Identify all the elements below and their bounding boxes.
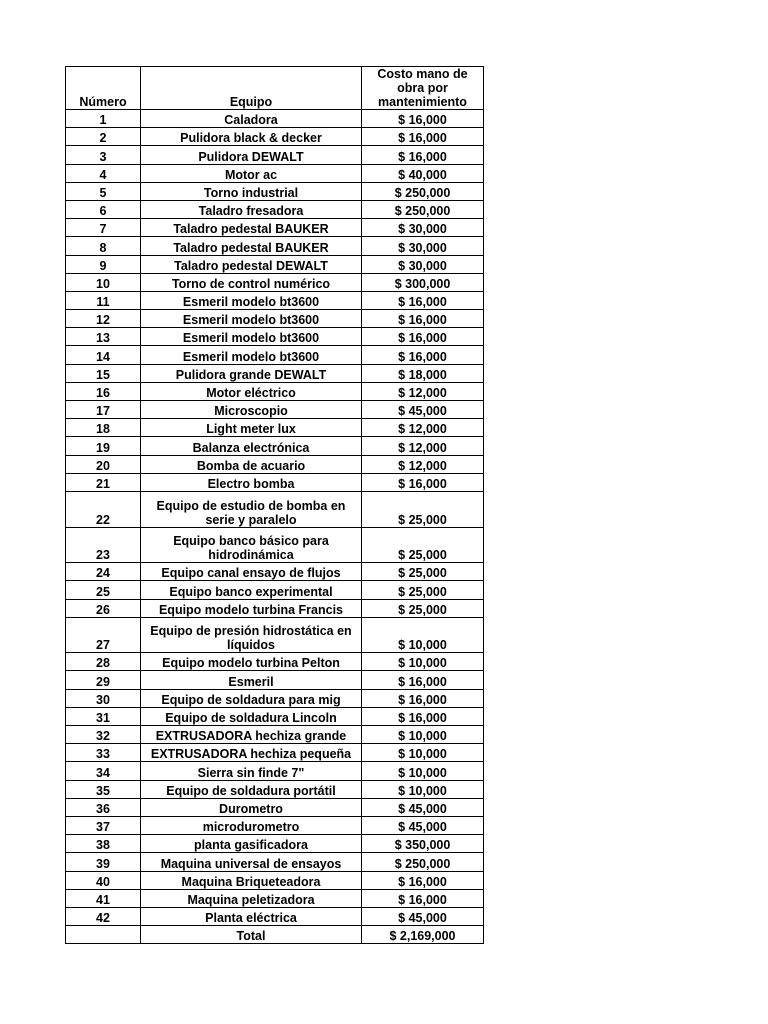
row-costo: $ 25,000: [362, 527, 484, 563]
row-equipo: Equipo modelo turbina Pelton: [141, 653, 362, 671]
total-label: Total: [141, 926, 362, 944]
row-number: 38: [66, 835, 141, 853]
row-equipo: Taladro pedestal BAUKER: [141, 219, 362, 237]
row-costo: $ 300,000: [362, 273, 484, 291]
row-costo: $ 18,000: [362, 364, 484, 382]
row-number: 10: [66, 273, 141, 291]
row-equipo: Pulidora grande DEWALT: [141, 364, 362, 382]
row-number: 17: [66, 401, 141, 419]
row-costo: $ 16,000: [362, 871, 484, 889]
table-row: [66, 835, 484, 853]
table-row: [66, 689, 484, 707]
table-row: [66, 364, 484, 382]
row-costo: $ 40,000: [362, 164, 484, 182]
table-body: [66, 110, 484, 926]
row-number: 2: [66, 128, 141, 146]
row-costo: $ 16,000: [362, 310, 484, 328]
row-costo: $ 30,000: [362, 255, 484, 273]
row-equipo: Taladro fresadora: [141, 200, 362, 218]
row-costo: $ 350,000: [362, 835, 484, 853]
row-equipo: Taladro pedestal DEWALT: [141, 255, 362, 273]
table-row: [66, 255, 484, 273]
row-equipo: Motor eléctrico: [141, 382, 362, 400]
row-costo: $ 10,000: [362, 780, 484, 798]
table-row: [66, 473, 484, 491]
row-costo: $ 16,000: [362, 346, 484, 364]
row-equipo: Torno industrial: [141, 182, 362, 200]
row-costo: $ 10,000: [362, 762, 484, 780]
table-row: [66, 907, 484, 925]
table-row: [66, 455, 484, 473]
table-row: [66, 780, 484, 798]
row-equipo: Sierra sin finde 7": [141, 762, 362, 780]
row-equipo: Light meter lux: [141, 419, 362, 437]
row-costo: $ 16,000: [362, 128, 484, 146]
total-value: $ 2,169,000: [362, 926, 484, 944]
row-costo: $ 25,000: [362, 581, 484, 599]
row-number: 22: [66, 491, 141, 527]
row-number: 40: [66, 871, 141, 889]
row-equipo: Esmeril modelo bt3600: [141, 310, 362, 328]
row-equipo: Maquina peletizadora: [141, 889, 362, 907]
row-number: 13: [66, 328, 141, 346]
row-costo: $ 30,000: [362, 237, 484, 255]
row-equipo: Equipo de soldadura para mig: [141, 689, 362, 707]
row-number: 18: [66, 419, 141, 437]
row-equipo: Microscopio: [141, 401, 362, 419]
row-number: 27: [66, 617, 141, 653]
row-equipo: microdurometro: [141, 816, 362, 834]
row-equipo: Pulidora DEWALT: [141, 146, 362, 164]
row-number: 25: [66, 581, 141, 599]
table-row: [66, 401, 484, 419]
row-number: 26: [66, 599, 141, 617]
table-row: [66, 164, 484, 182]
row-equipo: Electro bomba: [141, 473, 362, 491]
header-numero: Número: [66, 67, 141, 110]
header-equipo: Equipo: [141, 67, 362, 110]
table-row: [66, 871, 484, 889]
row-costo: $ 16,000: [362, 473, 484, 491]
row-costo: $ 12,000: [362, 455, 484, 473]
row-equipo: Taladro pedestal BAUKER: [141, 237, 362, 255]
row-equipo: Equipo canal ensayo de flujos: [141, 563, 362, 581]
row-costo: $ 10,000: [362, 653, 484, 671]
table-row: [66, 310, 484, 328]
row-equipo: Esmeril modelo bt3600: [141, 346, 362, 364]
table-row: [66, 200, 484, 218]
table-row: [66, 291, 484, 309]
row-equipo: Maquina universal de ensayos: [141, 853, 362, 871]
row-equipo: EXTRUSADORA hechiza pequeña: [141, 744, 362, 762]
row-equipo: Esmeril: [141, 671, 362, 689]
row-equipo: Equipo de soldadura portátil: [141, 780, 362, 798]
row-number: 32: [66, 726, 141, 744]
row-number: 23: [66, 527, 141, 563]
table-row: [66, 128, 484, 146]
row-number: 6: [66, 200, 141, 218]
table-row: [66, 744, 484, 762]
header-costo: Costo mano de obra por mantenimiento: [362, 67, 484, 110]
table-row: [66, 599, 484, 617]
table-row: [66, 653, 484, 671]
row-costo: $ 250,000: [362, 853, 484, 871]
row-costo: $ 45,000: [362, 907, 484, 925]
row-costo: $ 16,000: [362, 889, 484, 907]
table-row: [66, 237, 484, 255]
row-equipo: Equipo de estudio de bomba en serie y paralelo: [141, 491, 362, 527]
table-row: [66, 726, 484, 744]
row-costo: $ 12,000: [362, 419, 484, 437]
row-costo: $ 12,000: [362, 437, 484, 455]
row-equipo: Esmeril modelo bt3600: [141, 328, 362, 346]
row-number: 41: [66, 889, 141, 907]
row-equipo: Equipo banco experimental: [141, 581, 362, 599]
row-costo: $ 25,000: [362, 563, 484, 581]
row-equipo: Equipo de presión hidrostática en líquidos: [141, 617, 362, 653]
row-number: 35: [66, 780, 141, 798]
row-costo: $ 45,000: [362, 798, 484, 816]
row-costo: $ 12,000: [362, 382, 484, 400]
row-number: 30: [66, 689, 141, 707]
table-row: [66, 671, 484, 689]
row-number: 15: [66, 364, 141, 382]
row-equipo: Esmeril modelo bt3600: [141, 291, 362, 309]
row-number: 37: [66, 816, 141, 834]
table-row: [66, 273, 484, 291]
row-equipo: Equipo banco básico para hidrodinámica: [141, 527, 362, 563]
row-equipo: Maquina Briqueteadora: [141, 871, 362, 889]
header-row: [66, 67, 484, 110]
row-costo: $ 250,000: [362, 200, 484, 218]
row-equipo: Equipo modelo turbina Francis: [141, 599, 362, 617]
row-number: 36: [66, 798, 141, 816]
row-number: 4: [66, 164, 141, 182]
row-costo: $ 16,000: [362, 291, 484, 309]
table-row: [66, 328, 484, 346]
row-costo: $ 16,000: [362, 110, 484, 128]
maintenance-cost-table: [65, 66, 484, 944]
row-costo: $ 25,000: [362, 599, 484, 617]
row-number: 8: [66, 237, 141, 255]
row-costo: $ 45,000: [362, 401, 484, 419]
row-costo: $ 16,000: [362, 671, 484, 689]
row-number: 24: [66, 563, 141, 581]
row-costo: $ 16,000: [362, 328, 484, 346]
table-row: [66, 762, 484, 780]
row-number: 5: [66, 182, 141, 200]
row-number: 31: [66, 707, 141, 725]
row-costo: $ 250,000: [362, 182, 484, 200]
row-equipo: Balanza electrónica: [141, 437, 362, 455]
row-number: 28: [66, 653, 141, 671]
row-costo: $ 45,000: [362, 816, 484, 834]
table-row: [66, 816, 484, 834]
table-row: [66, 527, 484, 563]
row-number: 12: [66, 310, 141, 328]
row-number: 34: [66, 762, 141, 780]
row-number: 11: [66, 291, 141, 309]
row-number: 1: [66, 110, 141, 128]
row-number: 14: [66, 346, 141, 364]
row-equipo: Motor ac: [141, 164, 362, 182]
table-row: [66, 491, 484, 527]
total-empty-cell: [66, 926, 141, 944]
table-row: [66, 617, 484, 653]
table-row: [66, 581, 484, 599]
row-number: 7: [66, 219, 141, 237]
row-equipo: Planta eléctrica: [141, 907, 362, 925]
row-equipo: EXTRUSADORA hechiza grande: [141, 726, 362, 744]
row-number: 21: [66, 473, 141, 491]
table-row: [66, 182, 484, 200]
row-number: 19: [66, 437, 141, 455]
row-number: 29: [66, 671, 141, 689]
row-equipo: Torno de control numérico: [141, 273, 362, 291]
row-equipo: Bomba de acuario: [141, 455, 362, 473]
table-row: [66, 382, 484, 400]
row-costo: $ 10,000: [362, 726, 484, 744]
table-row: [66, 889, 484, 907]
table-row: [66, 853, 484, 871]
row-costo: $ 16,000: [362, 146, 484, 164]
table-row: [66, 346, 484, 364]
row-equipo: Caladora: [141, 110, 362, 128]
row-number: 42: [66, 907, 141, 925]
row-costo: $ 30,000: [362, 219, 484, 237]
row-number: 33: [66, 744, 141, 762]
row-equipo: planta gasificadora: [141, 835, 362, 853]
table-row: [66, 110, 484, 128]
row-costo: $ 10,000: [362, 744, 484, 762]
row-equipo: Equipo de soldadura Lincoln: [141, 707, 362, 725]
row-equipo: Pulidora black & decker: [141, 128, 362, 146]
row-costo: $ 16,000: [362, 689, 484, 707]
row-costo: $ 16,000: [362, 707, 484, 725]
row-number: 20: [66, 455, 141, 473]
table-row: [66, 146, 484, 164]
row-costo: $ 25,000: [362, 491, 484, 527]
row-number: 16: [66, 382, 141, 400]
table-row: [66, 563, 484, 581]
table-row: [66, 419, 484, 437]
row-costo: $ 10,000: [362, 617, 484, 653]
row-number: 3: [66, 146, 141, 164]
table-row: [66, 798, 484, 816]
row-equipo: Durometro: [141, 798, 362, 816]
table-row: [66, 219, 484, 237]
total-row: [66, 926, 484, 944]
table-row: [66, 707, 484, 725]
table-row: [66, 437, 484, 455]
row-number: 39: [66, 853, 141, 871]
row-number: 9: [66, 255, 141, 273]
